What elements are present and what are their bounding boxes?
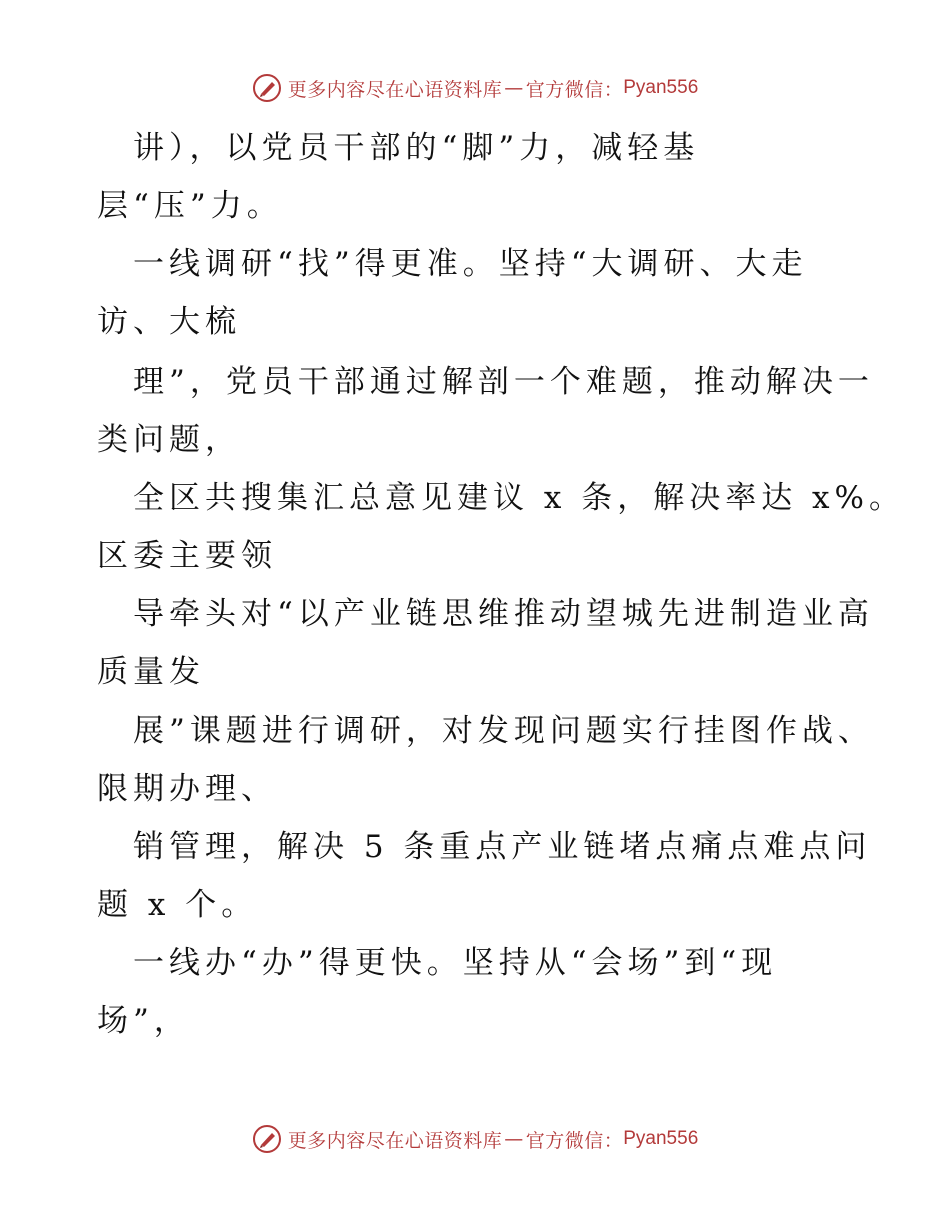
body-line: 讲），以党员干部的“脚”力，减轻基 (133, 130, 700, 166)
header-brand: 更多内容尽在心语资料库 (287, 78, 503, 101)
body-line: 一线办“办”得更快。坚持从“会场”到“现 (133, 945, 778, 981)
body-line: 销管理，解决 5 条重点产业链堵点痛点难点问 (133, 829, 872, 865)
body-line: 理”，党员干部通过解剖一个难题，推动解决一 (133, 364, 874, 400)
footer-watermark (0, 1124, 950, 1154)
pen-logo-icon (252, 1124, 282, 1154)
footer-separator: — (504, 1128, 524, 1150)
header-watermark (0, 73, 950, 103)
footer-contact-id: Pyan556 (623, 1128, 699, 1149)
body-line: 访、大梳 (97, 304, 241, 340)
pen-logo-icon (252, 73, 282, 103)
body-line: 质量发 (97, 654, 205, 690)
body-line: 层“压”力。 (97, 188, 283, 224)
footer-brand: 更多内容尽在心语资料库 (287, 1129, 503, 1152)
body-line: 区委主要领 (97, 538, 277, 574)
body-line: 类问题， (97, 422, 241, 458)
body-line: 导牵头对“以产业链思维推动望城先进制造业高 (133, 596, 874, 632)
footer-contact-label: 官方微信： (525, 1129, 624, 1152)
body-line: 全区共搜集汇总意见建议 x 条，解决率达 x%。 (133, 480, 905, 516)
body-line: 一线调研“找”得更准。坚持“大调研、大走 (133, 246, 808, 282)
body-line: 场”， (97, 1003, 190, 1039)
header-separator: — (504, 77, 524, 99)
body-line: 展”课题进行调研，对发现问题实行挂图作战、 (133, 713, 874, 749)
body-line: 限期办理、 (97, 771, 277, 807)
header-contact-id: Pyan556 (623, 77, 699, 98)
body-line: 题 x 个。 (97, 887, 258, 923)
header-contact-label: 官方微信： (525, 78, 624, 101)
